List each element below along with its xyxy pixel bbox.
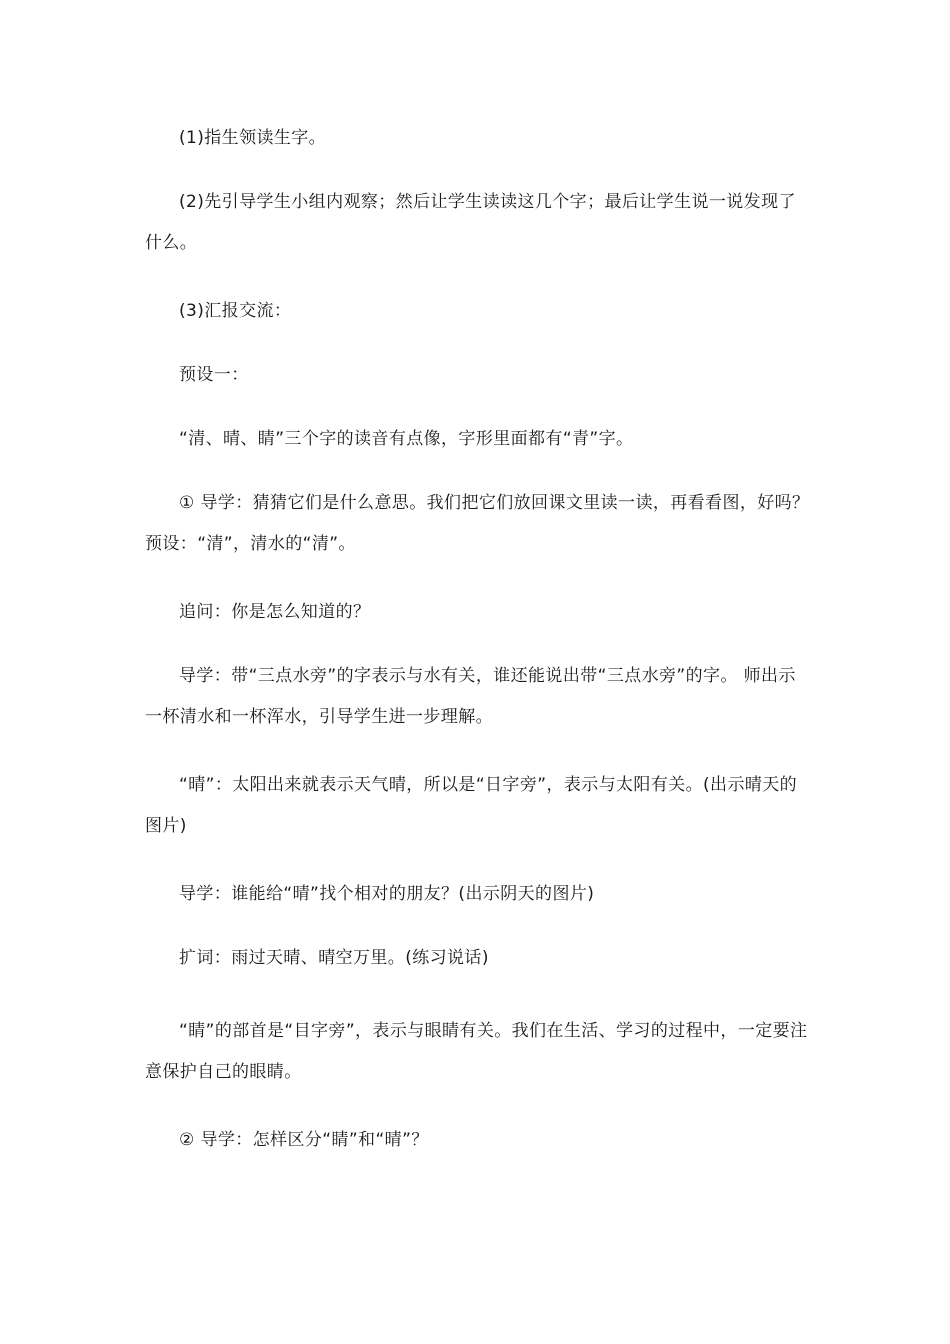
paragraph-guide-1: ① 导学：猜猜它们是什么意思。我们把它们放回课文里读一读，再看看图，好吗？ 预设：“清”，清水的“清”。 (145, 493, 810, 554)
paragraph-word-expansion: 扩词：雨过天晴、晴空万里。(练习说话) (179, 948, 489, 968)
paragraph-step-1: (1)指生领读生字。 (179, 128, 327, 148)
paragraph-step-3: (3)汇报交流： (179, 301, 292, 321)
paragraph-guide-2: ② 导学：怎样区分“睛”和“晴”？ (179, 1130, 429, 1150)
paragraph-follow-up: 追问：你是怎么知道的？ (179, 602, 371, 622)
paragraph-preset-1: 预设一： (179, 365, 249, 385)
paragraph-sun-radical: “晴”：太阳出来就表示天气晴，所以是“日字旁”，表示与太阳有关。(出示晴天的图片) (145, 775, 798, 836)
paragraph-water-radical: 导学：带“三点水旁”的字表示与水有关，谁还能说出带“三点水旁”的字。 师出示一杯清水和一杯浑水，引导学生进一步理解。 (145, 666, 796, 727)
paragraph-opposite: 导学：谁能给“晴”找个相对的朋友？(出示阴天的图片) (179, 884, 595, 904)
paragraph-characters: “清、晴、睛”三个字的读音有点像，字形里面都有“青”字。 (179, 429, 634, 449)
paragraph-step-2: (2)先引导学生小组内观察；然后让学生读读这几个字；最后让学生说一说发现了什么。 (145, 192, 796, 253)
paragraph-eye-radical: “睛”的部首是“目字旁”，表示与眼睛有关。我们在生活、学习的过程中，一定要注意保护自己的眼睛。 (145, 1021, 808, 1082)
